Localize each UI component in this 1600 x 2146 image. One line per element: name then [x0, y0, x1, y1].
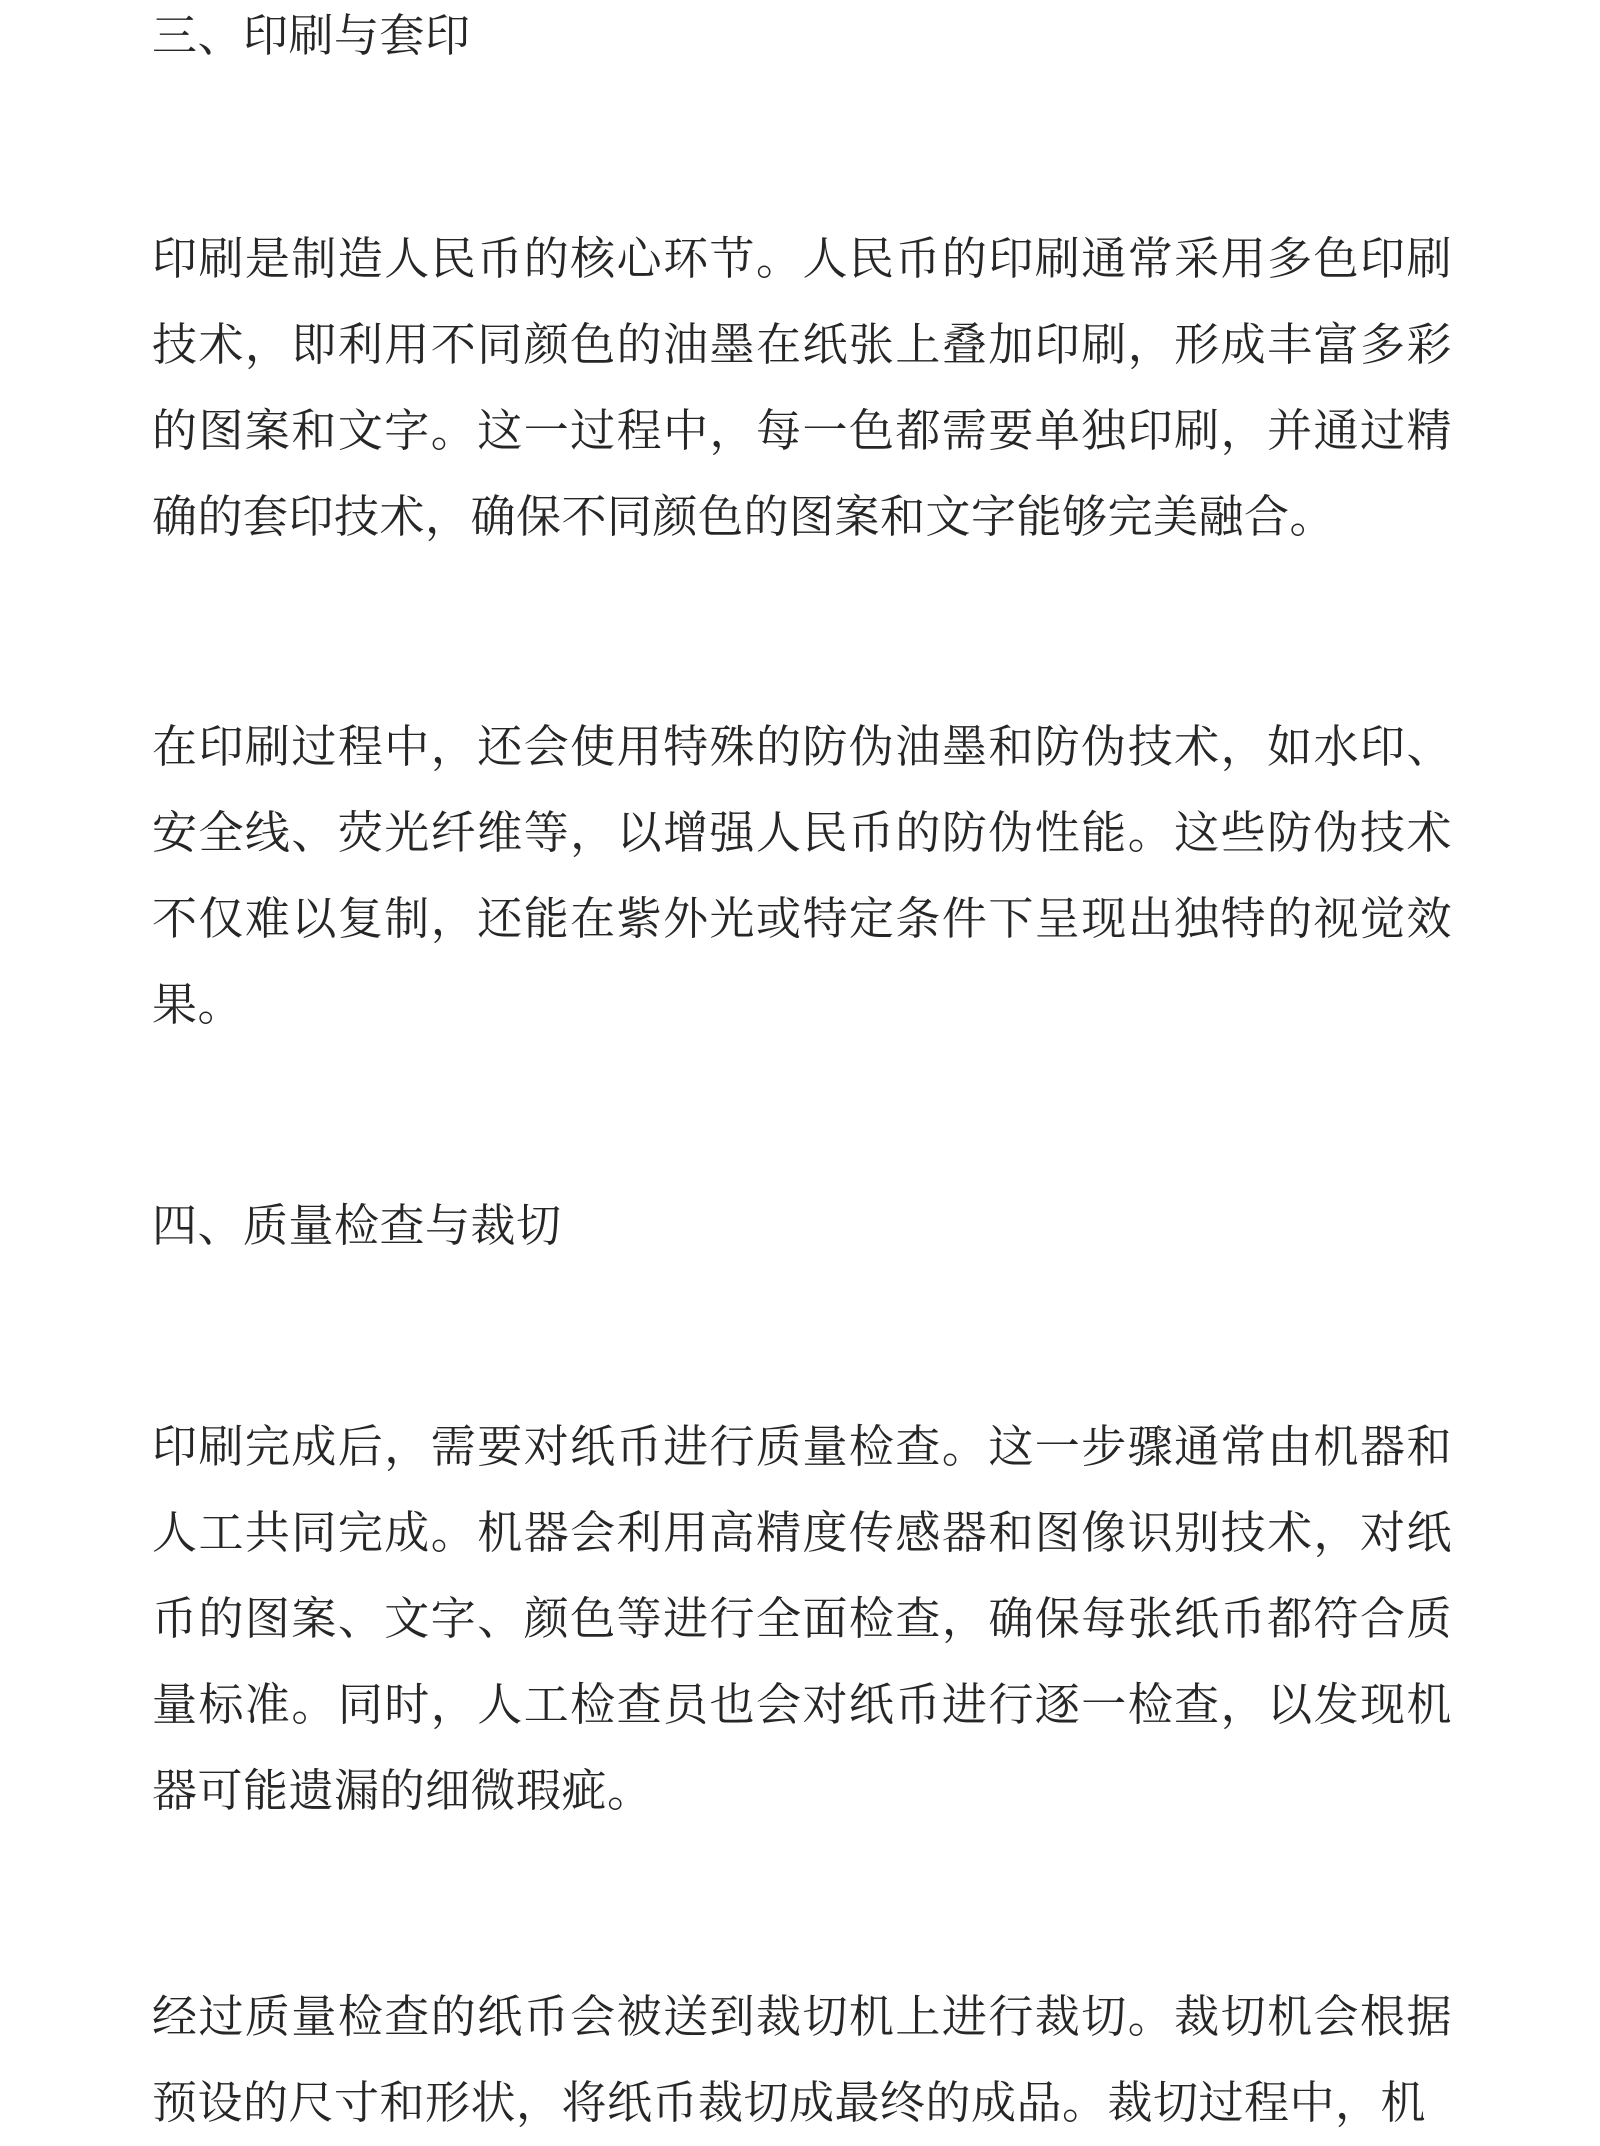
- section-heading: 三、印刷与套印: [152, 9, 471, 62]
- section-heading: 四、质量检查与裁切: [152, 1199, 562, 1252]
- paragraph: 印刷完成后，需要对纸币进行质量检查。这一步骤通常由机器和人工共同完成。机器会利用高精度传感器和图像识别技术，对纸币的图案、文字、颜色等进行全面检查，确保每张纸币都符合质量标准。同时，人工检查员也会对纸币进行逐一检查，以发现机器可能遗漏的细微瑕疵。: [152, 1420, 1452, 1817]
- paragraph: 印刷是制造人民币的核心环节。人民币的印刷通常采用多色印刷技术，即利用不同颜色的油墨在纸张上叠加印刷，形成丰富多彩的图案和文字。这一过程中，每一色都需要单独印刷，并通过精确的套印技术，确保不同颜色的图案和文字能够完美融合。: [152, 232, 1452, 543]
- paragraph: 在印刷过程中，还会使用特殊的防伪油墨和防伪技术，如水印、安全线、荧光纤维等，以增强人民币的防伪性能。这些防伪技术不仅难以复制，还能在紫外光或特定条件下呈现出独特的视觉效果。: [152, 720, 1452, 1031]
- paragraph: 经过质量检查的纸币会被送到裁切机上进行裁切。裁切机会根据预设的尺寸和形状，将纸币裁切成最终的成品。裁切过程中，机: [152, 1990, 1452, 2129]
